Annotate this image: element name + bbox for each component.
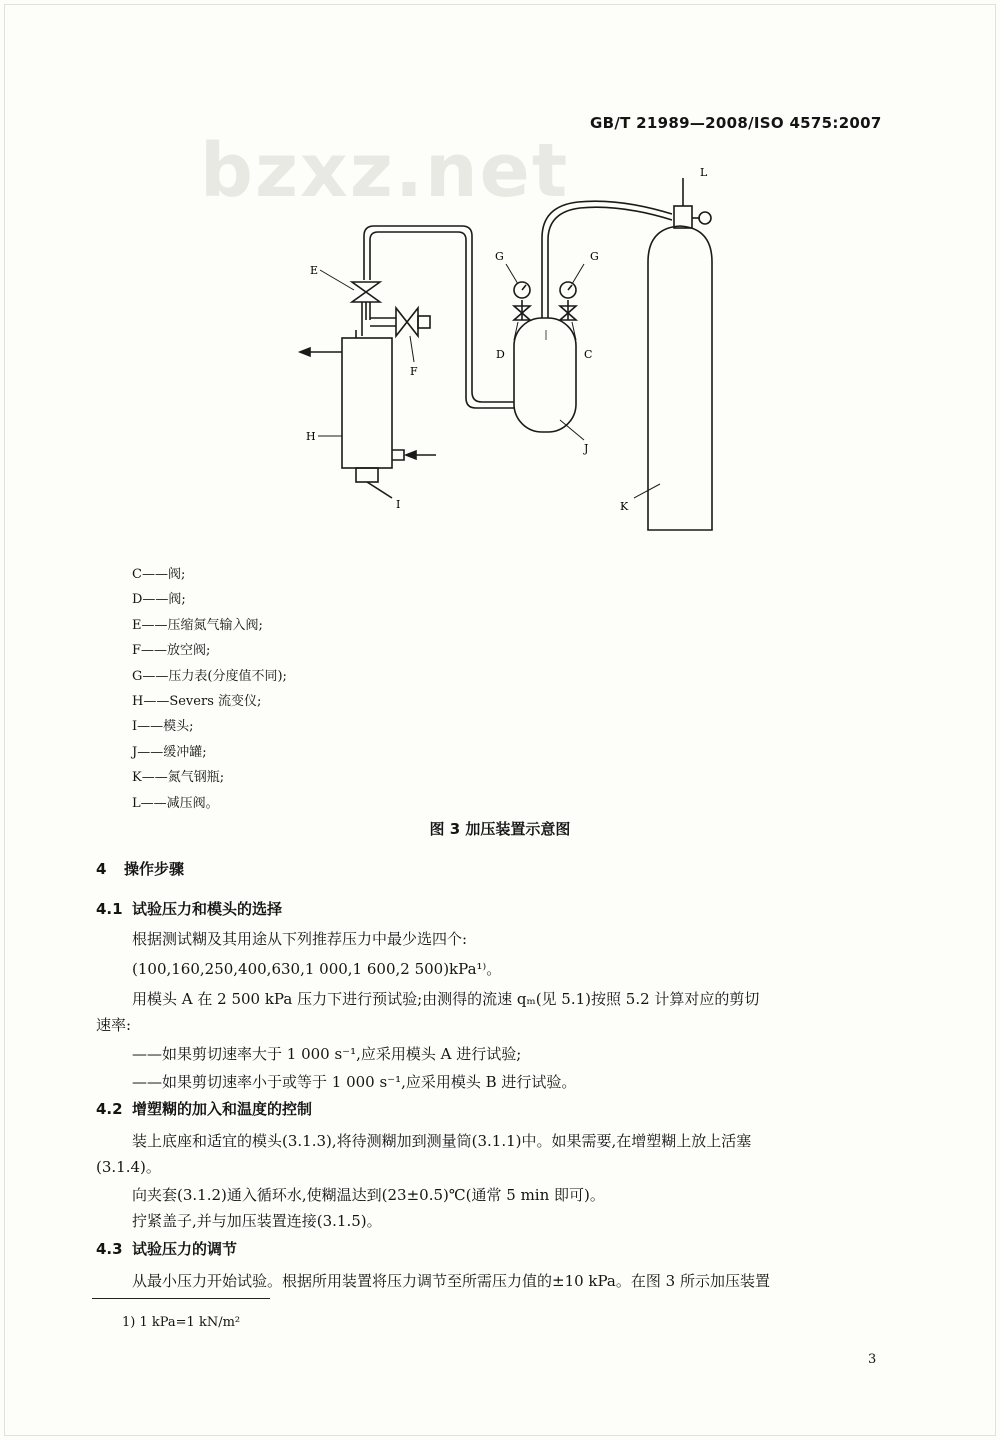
paragraph: (100,160,250,400,630,1 000,1 600,2 500)kPa¹⁾。	[132, 960, 502, 978]
watermark: bzxz.net	[200, 128, 570, 214]
paragraph: 根据测试糊及其用途从下列推荐压力中最少选四个:	[132, 930, 468, 948]
pressurizing-device-diagram	[0, 0, 1000, 560]
paragraph: 向夹套(3.1.2)通入循环水,使糊温达到(23±0.5)℃(通常 5 min 即可)。	[132, 1186, 605, 1204]
section-title: 试验压力的调节	[132, 1240, 238, 1258]
section-number: 4	[96, 860, 107, 878]
paragraph: 用模头 A 在 2 500 kPa 压力下进行预试验;由测得的流速 qₘ(见 5.1)按照 5.2 计算对应的剪切	[132, 990, 760, 1008]
paragraph: 从最小压力开始试验。根据所用装置将压力调节至所需压力值的±10 kPa。在图 3 所示加压装置	[132, 1272, 770, 1290]
legend-item: G——压力表(分度值不同);	[132, 668, 287, 684]
label-d: D	[496, 348, 505, 361]
paragraph: 速率:	[96, 1016, 132, 1034]
rheometer-h	[342, 338, 392, 468]
label-g-right: G	[590, 250, 599, 263]
section-4-2-heading	[96, 1098, 312, 1119]
section-number: 4.1	[96, 900, 123, 918]
label-f: F	[410, 365, 418, 378]
section-title: 增塑糊的加入和温度的控制	[132, 1100, 313, 1118]
label-i: I	[396, 498, 401, 511]
label-k: K	[620, 500, 629, 513]
nitrogen-input-pipe	[364, 226, 514, 402]
legend-item: K——氮气钢瓶;	[132, 770, 225, 786]
section-number: 4.3	[96, 1240, 123, 1258]
label-h: H	[306, 430, 316, 443]
paragraph: (3.1.4)。	[96, 1158, 161, 1176]
section-4-1-heading	[96, 898, 282, 919]
section-number: 4.2	[96, 1100, 123, 1118]
figure-legend	[132, 562, 287, 816]
legend-item: H——Severs 流变仪;	[132, 694, 262, 710]
legend-item: F——放空阀;	[132, 643, 211, 659]
nitrogen-cylinder-k	[648, 226, 712, 530]
die-i	[356, 468, 378, 482]
legend-item: L——减压阀。	[132, 795, 219, 811]
section-title: 试验压力和模头的选择	[132, 900, 283, 918]
valve-e	[352, 282, 380, 302]
figure-caption: 图 3 加压装置示意图	[429, 820, 571, 838]
label-j: J	[584, 442, 589, 455]
legend-item: J——缓冲罐;	[132, 744, 207, 760]
label-e: E	[310, 264, 319, 277]
legend-item: I——模头;	[132, 719, 194, 735]
paragraph: 拧紧盖子,并与加压装置连接(3.1.5)。	[132, 1212, 382, 1230]
section-title: 操作步骤	[124, 860, 185, 878]
label-g-left: G	[495, 250, 504, 263]
legend-item: D——阀;	[132, 592, 186, 608]
standard-code-header: GB/T 21989—2008/ISO 4575:2007	[590, 114, 882, 132]
legend-item: E——压缩氮气输入阀;	[132, 617, 263, 633]
label-c: C	[584, 348, 593, 361]
label-l: L	[700, 166, 708, 179]
paragraph: 装上底座和适宜的模头(3.1.3),将待测糊加到测量筒(3.1.1)中。如果需要,在增塑糊上放上活塞	[132, 1132, 752, 1150]
pressure-reducer-l	[674, 206, 692, 228]
buffer-tank-j	[514, 318, 576, 432]
valve-f	[396, 308, 418, 336]
page-number: 3	[868, 1352, 877, 1367]
section-4-3-heading	[96, 1238, 237, 1259]
regulator-pipe-inner	[548, 207, 672, 318]
regulator-pipe	[542, 201, 672, 318]
legend-item: C——阀;	[132, 567, 186, 582]
section-4-heading	[96, 858, 184, 879]
bullet-item: ——如果剪切速率大于 1 000 s⁻¹,应采用模头 A 进行试验;	[132, 1045, 522, 1063]
footnote-divider	[92, 1298, 270, 1299]
bullet-item: ——如果剪切速率小于或等于 1 000 s⁻¹,应采用模头 B 进行试验。	[132, 1073, 577, 1091]
footnote: 1) 1 kPa=1 kN/m²	[122, 1315, 241, 1330]
